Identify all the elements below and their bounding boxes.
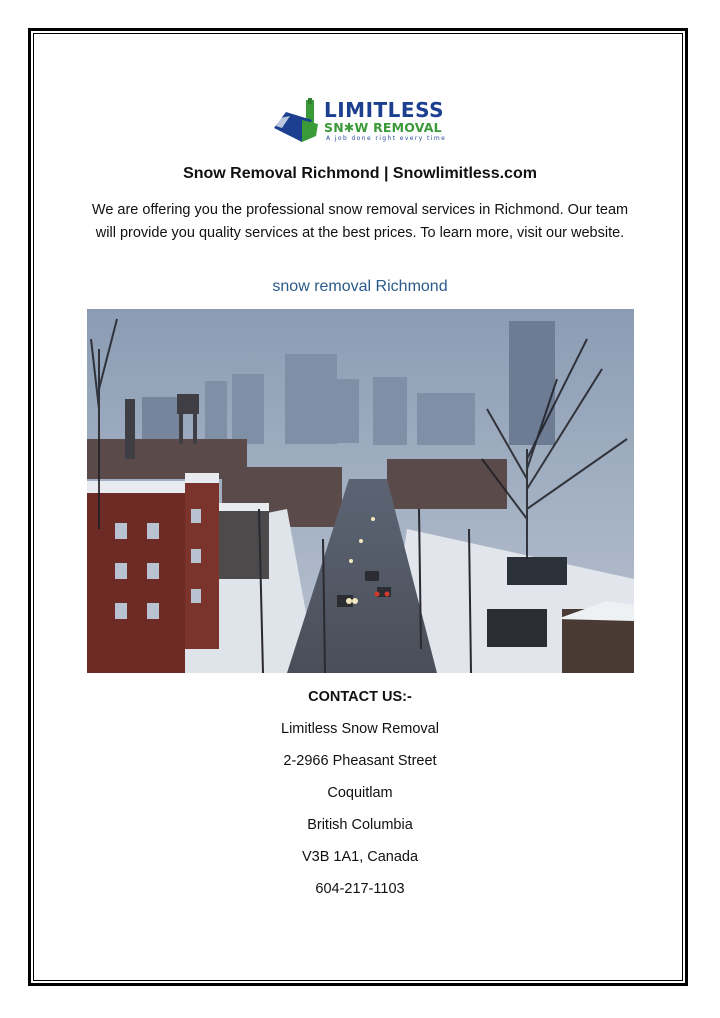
shovel-logo-icon (272, 98, 324, 146)
website-link[interactable]: snow removal Richmond (272, 278, 448, 295)
page-title: Snow Removal Richmond | Snowlimitless.com (183, 165, 537, 182)
richmond-snow-street-photo (87, 309, 634, 673)
contact-province: British Columbia (307, 817, 413, 833)
logo-tagline: A job done right every time (326, 135, 447, 142)
logo-wordmark-top: LIMITLESS (324, 98, 444, 122)
contact-heading: CONTACT US:- (308, 689, 412, 705)
contact-street-address: 2-2966 Pheasant Street (283, 753, 437, 769)
logo-wordmark-bottom: SN✱W REMOVAL (324, 120, 442, 135)
company-logo (272, 98, 448, 146)
contact-company-name: Limitless Snow Removal (281, 721, 439, 737)
contact-phone: 604-217-1103 (315, 881, 405, 897)
contact-city: Coquitlam (327, 785, 393, 801)
contact-postal-code: V3B 1A1, Canada (301, 849, 419, 865)
description-paragraph: We are offering you the professional snow removal services in Richmond. Our team will provide you quality services at the best prices. To learn more, visit our website. (91, 202, 629, 241)
